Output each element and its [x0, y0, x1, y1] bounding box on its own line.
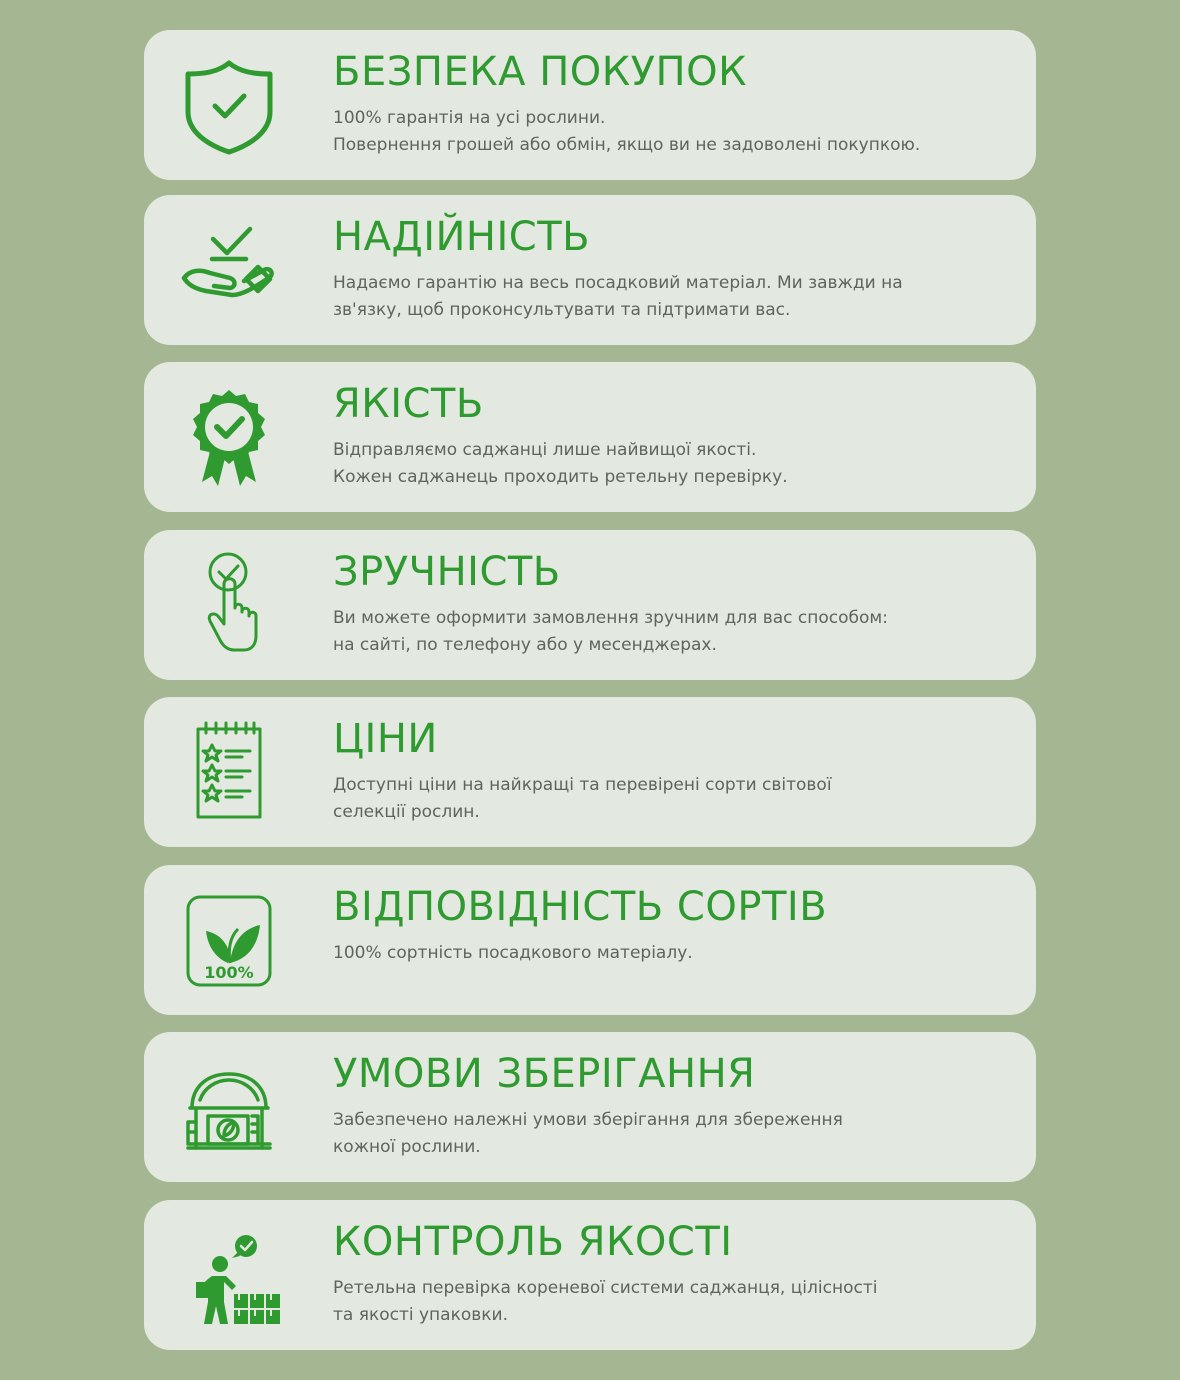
- feature-card-storage: [144, 1032, 1036, 1182]
- feature-description: [333, 1107, 973, 1161]
- feature-description: [333, 105, 973, 159]
- feature-card-purchase-safety: [144, 30, 1036, 180]
- feature-line: на сайті, по телефону або у месенджерах.: [333, 635, 717, 655]
- feature-line: Повернення грошей або обмін, якщо ви не задоволені покупкою.: [333, 135, 921, 155]
- feature-card-prices: [144, 697, 1036, 847]
- feature-line: Забезпечено належні умови зберігання для збереження: [333, 1110, 843, 1130]
- badge-text: 100%: [204, 963, 254, 982]
- feature-line: Ви можете оформити замовлення зручним для вас способом:: [333, 608, 888, 628]
- feature-description: [333, 270, 973, 324]
- feature-title: ВІДПОВІДНІСТЬ СОРТІВ: [333, 884, 828, 930]
- feature-line: Кожен саджанець проходить ретельну перевірку.: [333, 467, 788, 487]
- greenhouse-icon: [174, 1052, 284, 1162]
- feature-title: КОНТРОЛЬ ЯКОСТІ: [333, 1219, 733, 1265]
- feature-line: 100% гарантія на усі рослини.: [333, 108, 606, 128]
- feature-title: ЯКІСТЬ: [333, 381, 484, 427]
- feature-line: Доступні ціни на найкращі та перевірені сорти світової: [333, 775, 832, 795]
- feature-line: кожної рослини.: [333, 1137, 481, 1157]
- feature-line: та якості упаковки.: [333, 1305, 508, 1325]
- quality-badge-icon: [174, 382, 284, 492]
- feature-line: зв'язку, щоб проконсультувати та підтримати вас.: [333, 300, 791, 320]
- shield-check-icon: [174, 50, 284, 160]
- feature-line: 100% сортність посадкового матеріалу.: [333, 943, 693, 963]
- feature-title: ЗРУЧНІСТЬ: [333, 549, 561, 595]
- hand-check-icon: [174, 215, 284, 325]
- inspector-icon: [174, 1220, 284, 1330]
- leaf-100-icon: [174, 885, 284, 995]
- feature-card-variety-match: [144, 865, 1036, 1015]
- feature-description: [333, 605, 973, 659]
- feature-title: БЕЗПЕКА ПОКУПОК: [333, 49, 747, 95]
- feature-description: [333, 940, 973, 967]
- feature-title: УМОВИ ЗБЕРІГАННЯ: [333, 1051, 756, 1097]
- feature-title: НАДІЙНІСТЬ: [333, 214, 591, 260]
- feature-line: селекції рослин.: [333, 802, 480, 822]
- feature-line: Надаємо гарантію на весь посадковий матеріал. Ми завжди на: [333, 273, 903, 293]
- feature-description: [333, 772, 973, 826]
- price-list-icon: [174, 717, 284, 827]
- feature-card-reliability: [144, 195, 1036, 345]
- feature-title: ЦІНИ: [333, 716, 438, 762]
- finger-tap-icon: [174, 550, 284, 660]
- feature-card-quality: [144, 362, 1036, 512]
- feature-card-quality-control: [144, 1200, 1036, 1350]
- feature-line: Відправляємо саджанці лише найвищої якості.: [333, 440, 757, 460]
- feature-card-convenience: [144, 530, 1036, 680]
- feature-description: [333, 437, 973, 491]
- feature-line: Ретельна перевірка кореневої системи саджанця, цілісності: [333, 1278, 878, 1298]
- feature-description: [333, 1275, 973, 1329]
